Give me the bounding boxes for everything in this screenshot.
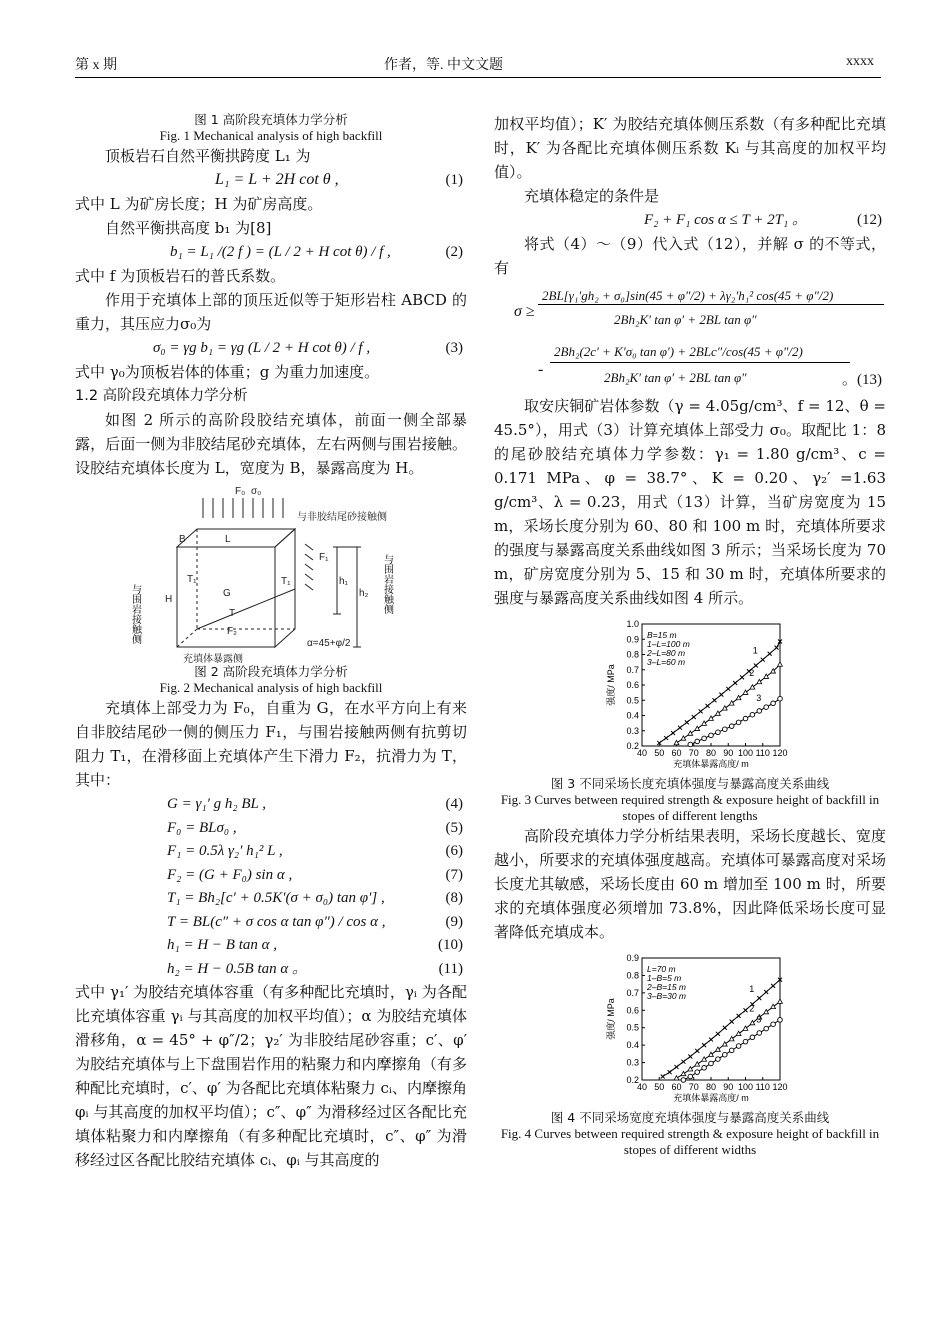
series-3-point [688, 1074, 693, 1079]
x-tick-label: 110 [755, 748, 770, 758]
y-tick-label: 0.9 [626, 634, 639, 645]
series-3-point [681, 1078, 686, 1083]
fig4-caption-cn: 图 4 不同采场宽度充填体强度与暴露高度关系曲线 [550, 1110, 830, 1125]
series-1-point [692, 715, 696, 719]
label-h2: h₂ [359, 588, 369, 599]
x-tick-label: 70 [688, 1082, 699, 1092]
y-axis-label: 强度/ MPa [606, 998, 616, 1040]
series-3-point [723, 727, 728, 732]
series-2-point [716, 711, 721, 715]
series-3-point [757, 1031, 762, 1036]
fig3-caption-en: Fig. 3 Curves between required strength & exposure height of backfill in stopes of different lengths [500, 792, 880, 823]
x-tick-label: 40 [636, 1082, 648, 1092]
equation-11: h₂ = H − 0.5B tan α 。 (11) [167, 960, 463, 977]
para: 充填体上部受力为 F₀，自重为 G，在水平方向上有来自非胶结尾砂一侧的侧压力 F₁，与围岩接触两侧有抗剪切阻力 T₁，在滑移面上充填体产生下滑力 F₂，抗滑力为 T，其中： [75, 699, 467, 789]
series-1-point [761, 658, 765, 662]
slip-plane [197, 589, 295, 629]
series-2-line [677, 664, 781, 743]
y-tick-label: 0.3 [626, 1057, 639, 1068]
series-1-point [716, 1032, 720, 1036]
x-axis-label: 充填体暴露高度/ m [673, 1093, 749, 1103]
series-2-point [764, 1009, 769, 1013]
para: 将式（4）～（9）代入式（12），并解 σ 的不等式，有 [494, 235, 886, 277]
series-1-point [678, 726, 682, 730]
series-1-point [664, 736, 668, 740]
label-F1: F₁ [319, 552, 329, 563]
y-tick-label: 0.5 [626, 1022, 639, 1033]
series-3-point [695, 1070, 700, 1075]
label-bottom: 充填体暴露侧 [183, 654, 243, 664]
label-s0: σ₀ [251, 486, 262, 497]
series-3-point [736, 1044, 741, 1049]
equation-9: T = BL(c″ + σ cos α tan φ″) / cos α , (9) [167, 913, 463, 930]
para: 式中 f 为顶板岩石的普氏系数。 [75, 267, 286, 285]
series-3-point [771, 701, 776, 706]
series-3-point [695, 739, 700, 744]
series-3-point [736, 720, 741, 725]
y-tick-label: 0.9 [626, 953, 639, 963]
series-3-point [757, 709, 762, 714]
series-2-point [722, 706, 727, 710]
label-f0: F₀ [235, 486, 246, 497]
x-tick-label: 40 [636, 748, 648, 758]
label-F2: F₂ [227, 626, 237, 637]
series-1-point [695, 1049, 699, 1053]
label-H: H [165, 594, 173, 605]
label-left: 与围岩接触侧 [129, 584, 141, 644]
series-1-point [733, 681, 737, 685]
x-tick-label: 100 [737, 1082, 754, 1092]
equation-8: T₁ = Bh₂[c′ + 0.5K′(σ + σ₀) tan φ′] , (8) [167, 890, 463, 906]
header-right: xxxx [846, 54, 874, 69]
legend-entry: 1–L=100 m [647, 639, 690, 649]
series-1-point [757, 996, 761, 1000]
series-1-label: 1 [749, 984, 755, 995]
series-2-point [695, 1062, 700, 1066]
y-tick-label: 0.2 [626, 741, 639, 751]
left-column [75, 112, 467, 1172]
label-h1: h₁ [339, 576, 348, 587]
legend-entry: 3–B=30 m [647, 991, 686, 1001]
series-2-point [743, 690, 748, 694]
x-tick-label: 80 [705, 748, 717, 758]
series-1-point [737, 1014, 741, 1018]
series-3-point [716, 1057, 721, 1062]
x-tick-label: 70 [688, 748, 699, 758]
series-1-point [685, 720, 689, 724]
series-3-point [702, 1066, 707, 1071]
series-1-point [771, 984, 775, 988]
y-tick-label: 0.7 [626, 987, 639, 998]
x-tick-label: 120 [772, 1082, 788, 1092]
legend-entry: 1–B=5 m [647, 973, 682, 983]
label-top: 与非胶结尾砂接触侧 [297, 512, 387, 523]
series-2-point [771, 1004, 776, 1008]
para: 如图 2 所示的高阶段胶结充填体，前面一侧全部暴露，后面一侧为非胶结尾砂充填体，左右两侧与围岩接触。设胶结充填体长度为 L，宽度为 B，暴露高度为 H。 [75, 411, 467, 477]
x-tick-label: 80 [705, 1082, 717, 1092]
x-tick-label: 60 [671, 1082, 682, 1092]
equation-7: F₂ = (G + F₀) sin α , (7) [167, 866, 463, 883]
equation-list [75, 792, 467, 980]
series-2-point [736, 695, 741, 699]
para: 式中 γ₀为顶板岩体的体重；g 为重力加速度。 [75, 363, 380, 381]
label-L: L [225, 534, 231, 545]
series-1-point [775, 646, 779, 650]
series-3-label: 3 [756, 1014, 762, 1025]
series-1-point [719, 693, 723, 697]
section-heading: 1.2 高阶段充填体力学分析 [75, 388, 248, 404]
fig3-caption-cn: 图 3 不同采场长度充填体强度与暴露高度关系曲线 [550, 776, 830, 791]
series-3-point [702, 736, 707, 741]
series-1-point [675, 1065, 679, 1069]
series-1-label: 1 [752, 645, 758, 656]
series-3-point [729, 724, 734, 729]
para: 充填体稳定的条件是 [524, 187, 660, 205]
x-tick-label: 90 [723, 1082, 734, 1092]
series-1-point [668, 1070, 672, 1074]
header-rule [75, 77, 881, 78]
equation-3: σ₀ = γg b₁ = γg (L / 2 + H cot θ) / f , (3) [153, 340, 463, 356]
equation-2: b₁ = L₁ /(2 f ) = (L / 2 + H cot θ) / f , (2) [170, 244, 463, 260]
x-tick-label: 60 [671, 748, 682, 758]
y-tick-label: 0.2 [626, 1075, 639, 1085]
y-tick-label: 0.6 [626, 680, 639, 690]
series-1-point [764, 990, 768, 994]
y-tick-label: 0.8 [626, 649, 639, 660]
para: 作用于充填体上部的顶压近似等于矩形岩柱 ABCD 的重力，其压应力σ₀为 [75, 291, 467, 333]
series-3-point [750, 1035, 755, 1040]
fig3-chart [494, 616, 886, 776]
series-3-point [729, 1048, 734, 1053]
series-1-point [726, 687, 730, 691]
para: 式中 γ₁′ 为胶结充填体容重（有多种配比充填时，γᵢ 为各配比充填体容重 γᵢ 与其高度的加权平均值）；α 为胶结充填体滑移角，α = 45° + φ″/2；γ₂′ 为非胶结尾砂容重；c′、φ′ 为胶结充填体与上下盘围岩作用的粘聚力和内摩擦角（有多种配比充填时，c′、φ′ 为各配比充填体粘聚力 cᵢ、内摩擦角 φᵢ 与其高度的加权平均值）；c″、φ″ 为滑移经过区各配比充填体粘聚力和内摩擦角（有多种配比充填时，c″、φ″ 为滑移经过区各配比胶结充填体 cᵢ、φᵢ 与其高度的 [75, 983, 467, 1169]
series-2-label: 2 [749, 1003, 755, 1014]
series-2-point [764, 674, 769, 678]
equation-10: h₁ = H − B tan α , (10) [167, 937, 463, 953]
para: 高阶段充填体力学分析结果表明，采场长度越长、宽度越小，所要求的充填体强度越高。充填体可暴露高度对采场长度尤其敏感，采场长度由 60 m 增加至 100 m 时，所要求的充填体强度必须增加 73.8%，因此降低采场长度可显著降低充填成本。 [494, 827, 886, 941]
series-3-point [778, 696, 783, 701]
series-1-point [740, 675, 744, 679]
series-1-point [730, 1020, 734, 1024]
y-tick-label: 0.4 [626, 710, 639, 721]
series-2-point [674, 740, 679, 744]
series-1-point [699, 709, 703, 713]
x-tick-label: 120 [772, 748, 788, 758]
legend-entry: 2–B=15 m [647, 982, 686, 992]
label-T1: T₁ [187, 574, 197, 585]
y-tick-label: 0.3 [626, 725, 639, 736]
para: 顶板岩石自然平衡拱跨度 L₁ 为 [105, 147, 311, 165]
series-1-point [712, 698, 716, 702]
legend-entry: 3–L=60 m [647, 657, 686, 667]
fig4-caption-en: Fig. 4 Curves between required strength & exposure height of backfill in stopes of different widths [500, 1126, 880, 1157]
equation-13: σ ≥ 2BL[γ₁′gh₂ + σ₀]sin(45 + φ″/2) + λγ₂′h₁² cos(45 + φ″/2) 2Bh₂K′ tan φ′ + 2BL tan φ″ - 2Bh₂(2c′ + K′σ₀ tan φ′) + 2BLc″/cos(45 + φ″/2) 2Bh₂K′ tan φ′ + 2BL tan φ″ 。(13) [514, 288, 882, 388]
series-2-point [729, 1036, 734, 1040]
equation-12: F₂ + F₁ cos α ≤ T + 2T₁ 。 (12) [644, 212, 882, 228]
series-3-point [743, 1039, 748, 1044]
y-tick-label: 0.6 [626, 1005, 639, 1016]
series-2-point [778, 662, 783, 666]
series-2-point [736, 1031, 741, 1035]
label-right: 与围岩接触侧 [381, 554, 393, 614]
series-3-point [764, 705, 769, 710]
para: 式中 L 为矿房长度；H 为矿房高度。 [75, 195, 323, 213]
series-2-point [778, 999, 783, 1003]
series-3-point [709, 733, 714, 738]
series-3-point [723, 1052, 728, 1057]
x-tick-label: 90 [723, 748, 734, 758]
series-2-point [709, 1052, 714, 1056]
series-2-point [702, 721, 707, 725]
series-1-point [671, 731, 675, 735]
para: 取安庆铜矿岩体参数（γ = 4.05g/cm³、f = 12、θ = 45.5°），用式（3）计算充填体上部受力 σ₀。取配比 1：8 的尾砂胶结充填体力学参数：γ₁ = 1.80 g/cm³、c = 0.171 MPa、φ = 38.7°、K = 0.20、γ₂′ =1.63 g/cm³、λ = 0.23，用式（13）计算，当矿房宽度为 15 m，采场长度分别为 60、80 和 100 m 时，充填体所要求的强度与暴露高度关系曲线如图 3 所示；当采场长度为 70 m，矿房宽度分别为 5、15 和 30 m 时，充填体所要求的强度与暴露高度关系曲线如图 4 所示。 [494, 397, 886, 607]
series-2-point [702, 1057, 707, 1061]
series-1-point [754, 663, 758, 667]
series-3-label: 3 [756, 693, 762, 704]
label-B: B [179, 534, 186, 545]
y-tick-label: 0.5 [626, 695, 639, 706]
x-axis-label: 充填体暴露高度/ m [673, 759, 749, 769]
label-T: T [229, 608, 236, 619]
equation-4: G = γ₁′ g h₂ BL , (4) [167, 796, 463, 812]
label-G: G [223, 588, 231, 599]
series-3-point [688, 742, 693, 747]
y-tick-label: 1.0 [626, 619, 639, 629]
series-1-point [661, 1075, 665, 1079]
series-2-point [674, 1076, 679, 1080]
series-2-point [709, 716, 714, 720]
series-1-point [723, 1026, 727, 1030]
label-T1b: T₁ [281, 576, 291, 587]
series-1-point [688, 1054, 692, 1058]
series-2-point [681, 1071, 686, 1075]
fig2-caption-cn: 图 2 高阶段充填体力学分析 [194, 664, 348, 679]
fig1-caption-cn: 图 1 高阶段充填体力学分析 [194, 112, 348, 127]
legend-entry: B=15 m [647, 630, 677, 640]
equation-5: F₀ = BLσ₀ , (5) [167, 819, 463, 836]
right-column [494, 112, 886, 1158]
series-3-point [778, 1018, 783, 1023]
load-arrows [203, 498, 283, 518]
series-2-point [757, 679, 762, 683]
legend-entry: L=70 m [647, 964, 676, 974]
series-3-point [771, 1022, 776, 1027]
y-tick-label: 0.8 [626, 970, 639, 981]
series-1-point [744, 1008, 748, 1012]
series-1-point [709, 1038, 713, 1042]
y-tick-label: 0.4 [626, 1040, 639, 1051]
series-1-point [702, 1043, 706, 1047]
fig1-caption-en: Fig. 1 Mechanical analysis of high backfill [159, 128, 383, 143]
series-1-point [681, 1060, 685, 1064]
legend-entry: 2–L=80 m [647, 648, 686, 658]
series-2-point [716, 1047, 721, 1051]
series-1-point [706, 704, 710, 708]
series-1-point [768, 652, 772, 656]
fig2-caption-en: Fig. 2 Mechanical analysis of high backfill [159, 680, 383, 695]
x-tick-label: 110 [755, 1082, 770, 1092]
equation-6: F₁ = 0.5λ γ₂′ h₁² L , (6) [167, 843, 463, 859]
series-2-point [681, 736, 686, 740]
series-2-point [750, 685, 755, 689]
x-tick-label: 50 [654, 748, 665, 758]
fig4-chart [494, 950, 886, 1110]
series-3-point [764, 1026, 769, 1031]
fig2-diagram [75, 484, 467, 664]
header-center: 作者，等. 中文文题 [384, 58, 503, 73]
x-tick-label: 100 [737, 748, 754, 758]
series-3-point [743, 716, 748, 721]
y-axis-label: 强度/ MPa [606, 664, 616, 706]
series-3-point [750, 712, 755, 717]
series-2-point [688, 731, 693, 735]
series-3-point [716, 730, 721, 735]
series-2-point [729, 701, 734, 705]
series-2-point [722, 1042, 727, 1046]
series-2-point [688, 1067, 693, 1071]
x-tick-label: 50 [654, 1082, 665, 1092]
equation-1: L₁ = L + 2H cot θ , (1) [215, 171, 463, 188]
series-2-point [695, 726, 700, 730]
label-alpha: α=45+φ/2 [307, 638, 351, 649]
header-left: 第 x 期 [75, 58, 117, 73]
series-3-point [709, 1061, 714, 1066]
series-2-label: 2 [749, 667, 755, 678]
para: 加权平均值）；K′ 为胶结充填体侧压系数（有多种配比充填时，K′ 为各配比充填体侧压系数 Kᵢ 与其高度的加权平均值）。 [494, 115, 886, 181]
para: 自然平衡拱高度 b₁ 为[8] [105, 219, 272, 237]
y-tick-label: 0.7 [626, 664, 639, 675]
